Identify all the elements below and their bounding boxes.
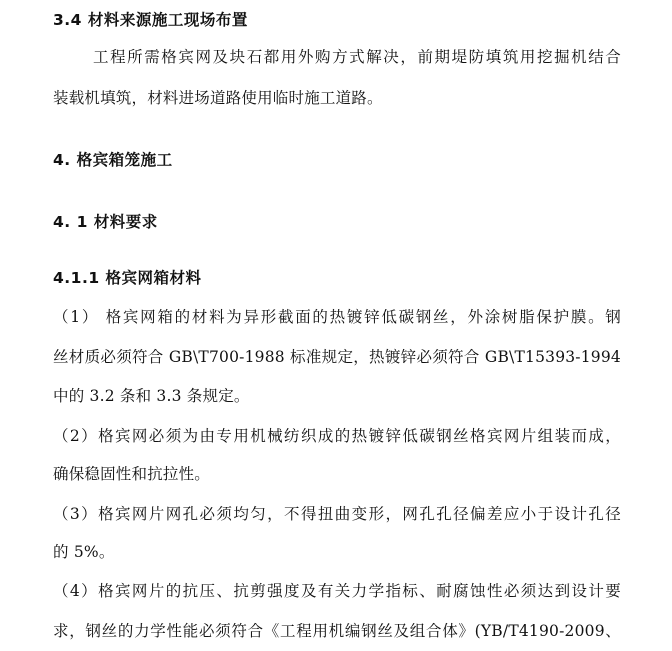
paragraph-line: 工程所需格宾网及块石都用外购方式解决，前期堤防填筑用挖掘机结合 [93, 48, 621, 66]
list-item-line: 确保稳固性和抗拉性。 [53, 465, 211, 483]
heading-3-4: 3.4 材料来源施工现场布置 [53, 11, 248, 29]
paragraph-line: 装载机填筑，材料进场道路使用临时施工道路。 [53, 89, 383, 107]
list-item-line: 的 5%。 [53, 543, 115, 561]
list-item-line: （1） 格宾网箱的材料为异形截面的热镀锌低碳钢丝，外涂树脂保护膜。钢 [53, 308, 621, 326]
heading-4-1-1: 4.1.1 格宾网箱材料 [53, 269, 202, 287]
heading-4: 4. 格宾箱笼施工 [53, 151, 173, 169]
heading-4-1: 4. 1 材料要求 [53, 213, 158, 231]
list-item-line: （2）格宾网必须为由专用机械纺织成的热镀锌低碳钢丝格宾网片组装而成， [53, 427, 621, 445]
list-item-line: 中的 3.2 条和 3.3 条规定。 [53, 387, 250, 405]
list-item-line: 求，钢丝的力学性能必须符合《工程用机编钢丝及组合体》(YB/T4190-2009、 [53, 622, 621, 640]
list-item-line: 丝材质必须符合 GB\T700-1988 标准规定，热镀锌必须符合 GB\T15393-1994 [53, 348, 621, 366]
list-item-line: （4）格宾网片的抗压、抗剪强度及有关力学指标、耐腐蚀性必须达到设计要 [53, 582, 621, 600]
list-item-line: （3）格宾网片网孔必须均匀，不得扭曲变形，网孔孔径偏差应小于设计孔径 [53, 505, 621, 523]
